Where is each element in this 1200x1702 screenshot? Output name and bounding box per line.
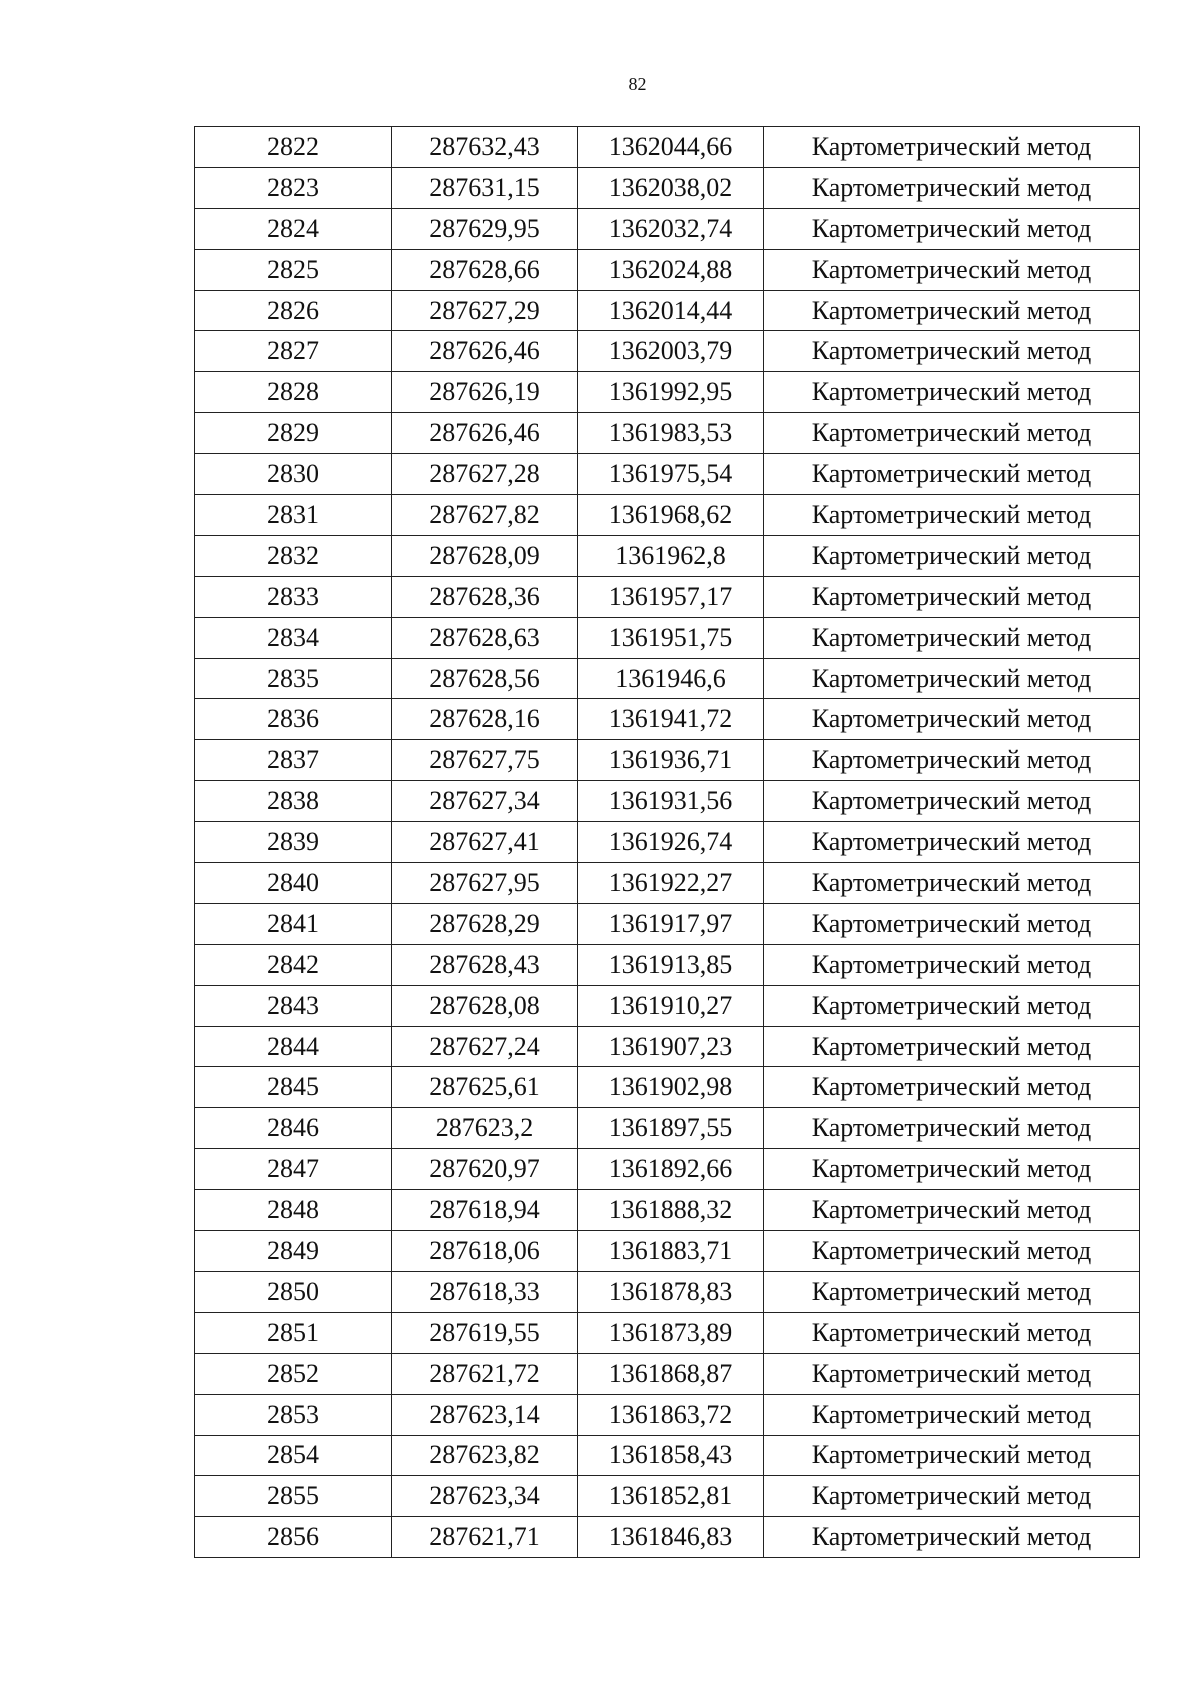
method-cell: Картометрический метод: [764, 1271, 1140, 1312]
y-coordinate-cell: 1361922,27: [578, 863, 764, 904]
method-cell: Картометрический метод: [764, 985, 1140, 1026]
method-cell: Картометрический метод: [764, 617, 1140, 658]
table-row: [195, 127, 1140, 168]
table-row: [195, 1353, 1140, 1394]
table-row: [195, 1026, 1140, 1067]
method-cell: Картометрический метод: [764, 1067, 1140, 1108]
y-coordinate-cell: 1361946,6: [578, 658, 764, 699]
method-cell: Картометрический метод: [764, 1476, 1140, 1517]
point-number-cell: 2847: [195, 1149, 392, 1190]
method-cell: Картометрический метод: [764, 1108, 1140, 1149]
y-coordinate-cell: 1361931,56: [578, 781, 764, 822]
x-coordinate-cell: 287628,16: [392, 699, 578, 740]
y-coordinate-cell: 1361917,97: [578, 903, 764, 944]
y-coordinate-cell: 1361892,66: [578, 1149, 764, 1190]
y-coordinate-cell: 1361957,17: [578, 576, 764, 617]
point-number-cell: 2846: [195, 1108, 392, 1149]
point-number-cell: 2851: [195, 1312, 392, 1353]
x-coordinate-cell: 287627,75: [392, 740, 578, 781]
point-number-cell: 2824: [195, 208, 392, 249]
point-number-cell: 2841: [195, 903, 392, 944]
point-number-cell: 2830: [195, 454, 392, 495]
point-number-cell: 2822: [195, 127, 392, 168]
point-number-cell: 2825: [195, 249, 392, 290]
table-row: [195, 1394, 1140, 1435]
method-cell: Картометрический метод: [764, 740, 1140, 781]
x-coordinate-cell: 287632,43: [392, 127, 578, 168]
x-coordinate-cell: 287625,61: [392, 1067, 578, 1108]
x-coordinate-cell: 287626,46: [392, 331, 578, 372]
table-row: [195, 985, 1140, 1026]
y-coordinate-cell: 1361878,83: [578, 1271, 764, 1312]
y-coordinate-cell: 1361951,75: [578, 617, 764, 658]
y-coordinate-cell: 1362024,88: [578, 249, 764, 290]
method-cell: Картометрический метод: [764, 658, 1140, 699]
table-row: [195, 208, 1140, 249]
method-cell: Картометрический метод: [764, 944, 1140, 985]
x-coordinate-cell: 287628,09: [392, 535, 578, 576]
x-coordinate-cell: 287627,29: [392, 290, 578, 331]
method-cell: Картометрический метод: [764, 1353, 1140, 1394]
table-row: [195, 495, 1140, 536]
y-coordinate-cell: 1362032,74: [578, 208, 764, 249]
table-row: [195, 1108, 1140, 1149]
y-coordinate-cell: 1361941,72: [578, 699, 764, 740]
table-row: [195, 1271, 1140, 1312]
x-coordinate-cell: 287627,34: [392, 781, 578, 822]
method-cell: Картометрический метод: [764, 331, 1140, 372]
point-number-cell: 2835: [195, 658, 392, 699]
point-number-cell: 2826: [195, 290, 392, 331]
point-number-cell: 2845: [195, 1067, 392, 1108]
y-coordinate-cell: 1361873,89: [578, 1312, 764, 1353]
point-number-cell: 2854: [195, 1435, 392, 1476]
table-row: [195, 658, 1140, 699]
point-number-cell: 2855: [195, 1476, 392, 1517]
x-coordinate-cell: 287618,33: [392, 1271, 578, 1312]
x-coordinate-cell: 287628,08: [392, 985, 578, 1026]
table-row: [195, 1190, 1140, 1231]
y-coordinate-cell: 1361962,8: [578, 535, 764, 576]
y-coordinate-cell: 1361992,95: [578, 372, 764, 413]
point-number-cell: 2834: [195, 617, 392, 658]
table-row: [195, 290, 1140, 331]
x-coordinate-cell: 287621,71: [392, 1517, 578, 1558]
x-coordinate-cell: 287628,56: [392, 658, 578, 699]
point-number-cell: 2833: [195, 576, 392, 617]
table-row: [195, 454, 1140, 495]
table-row: [195, 740, 1140, 781]
table-row: [195, 1149, 1140, 1190]
x-coordinate-cell: 287620,97: [392, 1149, 578, 1190]
x-coordinate-cell: 287626,46: [392, 413, 578, 454]
table-row: [195, 413, 1140, 454]
x-coordinate-cell: 287618,94: [392, 1190, 578, 1231]
method-cell: Картометрический метод: [764, 1149, 1140, 1190]
method-cell: Картометрический метод: [764, 1394, 1140, 1435]
y-coordinate-cell: 1362003,79: [578, 331, 764, 372]
x-coordinate-cell: 287623,14: [392, 1394, 578, 1435]
y-coordinate-cell: 1361907,23: [578, 1026, 764, 1067]
x-coordinate-cell: 287627,95: [392, 863, 578, 904]
method-cell: Картометрический метод: [764, 1517, 1140, 1558]
y-coordinate-cell: 1361883,71: [578, 1231, 764, 1272]
x-coordinate-cell: 287621,72: [392, 1353, 578, 1394]
method-cell: Картометрический метод: [764, 903, 1140, 944]
point-number-cell: 2839: [195, 822, 392, 863]
point-number-cell: 2838: [195, 781, 392, 822]
x-coordinate-cell: 287627,41: [392, 822, 578, 863]
y-coordinate-cell: 1362044,66: [578, 127, 764, 168]
x-coordinate-cell: 287623,2: [392, 1108, 578, 1149]
y-coordinate-cell: 1361868,87: [578, 1353, 764, 1394]
y-coordinate-cell: 1361968,62: [578, 495, 764, 536]
y-coordinate-cell: 1361902,98: [578, 1067, 764, 1108]
x-coordinate-cell: 287623,34: [392, 1476, 578, 1517]
x-coordinate-cell: 287631,15: [392, 167, 578, 208]
point-number-cell: 2852: [195, 1353, 392, 1394]
method-cell: Картометрический метод: [764, 576, 1140, 617]
method-cell: Картометрический метод: [764, 1190, 1140, 1231]
table-row: [195, 576, 1140, 617]
point-number-cell: 2840: [195, 863, 392, 904]
point-number-cell: 2829: [195, 413, 392, 454]
point-number-cell: 2843: [195, 985, 392, 1026]
method-cell: Картометрический метод: [764, 699, 1140, 740]
page-number: 82: [628, 74, 647, 94]
y-coordinate-cell: 1361913,85: [578, 944, 764, 985]
point-number-cell: 2850: [195, 1271, 392, 1312]
table-row: [195, 1517, 1140, 1558]
coordinates-table-body: [195, 127, 1140, 1558]
x-coordinate-cell: 287628,66: [392, 249, 578, 290]
method-cell: Картометрический метод: [764, 413, 1140, 454]
x-coordinate-cell: 287628,36: [392, 576, 578, 617]
y-coordinate-cell: 1361975,54: [578, 454, 764, 495]
table-row: [195, 1476, 1140, 1517]
method-cell: Картометрический метод: [764, 290, 1140, 331]
method-cell: Картометрический метод: [764, 781, 1140, 822]
x-coordinate-cell: 287619,55: [392, 1312, 578, 1353]
table-row: [195, 863, 1140, 904]
x-coordinate-cell: 287629,95: [392, 208, 578, 249]
point-number-cell: 2831: [195, 495, 392, 536]
method-cell: Картометрический метод: [764, 1435, 1140, 1476]
point-number-cell: 2823: [195, 167, 392, 208]
x-coordinate-cell: 287626,19: [392, 372, 578, 413]
x-coordinate-cell: 287623,82: [392, 1435, 578, 1476]
y-coordinate-cell: 1361858,43: [578, 1435, 764, 1476]
table-row: [195, 617, 1140, 658]
point-number-cell: 2828: [195, 372, 392, 413]
y-coordinate-cell: 1362038,02: [578, 167, 764, 208]
method-cell: Картометрический метод: [764, 863, 1140, 904]
point-number-cell: 2842: [195, 944, 392, 985]
x-coordinate-cell: 287627,28: [392, 454, 578, 495]
table-row: [195, 1312, 1140, 1353]
y-coordinate-cell: 1361910,27: [578, 985, 764, 1026]
coordinates-table: [194, 126, 1140, 1558]
y-coordinate-cell: 1362014,44: [578, 290, 764, 331]
table-row: [195, 1067, 1140, 1108]
y-coordinate-cell: 1361983,53: [578, 413, 764, 454]
x-coordinate-cell: 287627,24: [392, 1026, 578, 1067]
method-cell: Картометрический метод: [764, 535, 1140, 576]
table-row: [195, 781, 1140, 822]
table-row: [195, 699, 1140, 740]
x-coordinate-cell: 287628,43: [392, 944, 578, 985]
point-number-cell: 2827: [195, 331, 392, 372]
table-row: [195, 167, 1140, 208]
point-number-cell: 2836: [195, 699, 392, 740]
point-number-cell: 2844: [195, 1026, 392, 1067]
y-coordinate-cell: 1361888,32: [578, 1190, 764, 1231]
method-cell: Картометрический метод: [764, 495, 1140, 536]
y-coordinate-cell: 1361926,74: [578, 822, 764, 863]
x-coordinate-cell: 287628,63: [392, 617, 578, 658]
point-number-cell: 2849: [195, 1231, 392, 1272]
y-coordinate-cell: 1361863,72: [578, 1394, 764, 1435]
table-row: [195, 903, 1140, 944]
method-cell: Картометрический метод: [764, 127, 1140, 168]
y-coordinate-cell: 1361846,83: [578, 1517, 764, 1558]
point-number-cell: 2832: [195, 535, 392, 576]
table-row: [195, 1231, 1140, 1272]
point-number-cell: 2856: [195, 1517, 392, 1558]
point-number-cell: 2837: [195, 740, 392, 781]
table-row: [195, 372, 1140, 413]
point-number-cell: 2853: [195, 1394, 392, 1435]
y-coordinate-cell: 1361852,81: [578, 1476, 764, 1517]
x-coordinate-cell: 287618,06: [392, 1231, 578, 1272]
coordinates-table-container: [194, 126, 1140, 1558]
x-coordinate-cell: 287627,82: [392, 495, 578, 536]
method-cell: Картометрический метод: [764, 167, 1140, 208]
method-cell: Картометрический метод: [764, 1312, 1140, 1353]
method-cell: Картометрический метод: [764, 249, 1140, 290]
y-coordinate-cell: 1361936,71: [578, 740, 764, 781]
method-cell: Картометрический метод: [764, 372, 1140, 413]
table-row: [195, 535, 1140, 576]
x-coordinate-cell: 287628,29: [392, 903, 578, 944]
method-cell: Картометрический метод: [764, 208, 1140, 249]
method-cell: Картометрический метод: [764, 822, 1140, 863]
table-row: [195, 1435, 1140, 1476]
method-cell: Картометрический метод: [764, 1231, 1140, 1272]
table-row: [195, 331, 1140, 372]
table-row: [195, 822, 1140, 863]
table-row: [195, 944, 1140, 985]
method-cell: Картометрический метод: [764, 1026, 1140, 1067]
method-cell: Картометрический метод: [764, 454, 1140, 495]
y-coordinate-cell: 1361897,55: [578, 1108, 764, 1149]
table-row: [195, 249, 1140, 290]
point-number-cell: 2848: [195, 1190, 392, 1231]
